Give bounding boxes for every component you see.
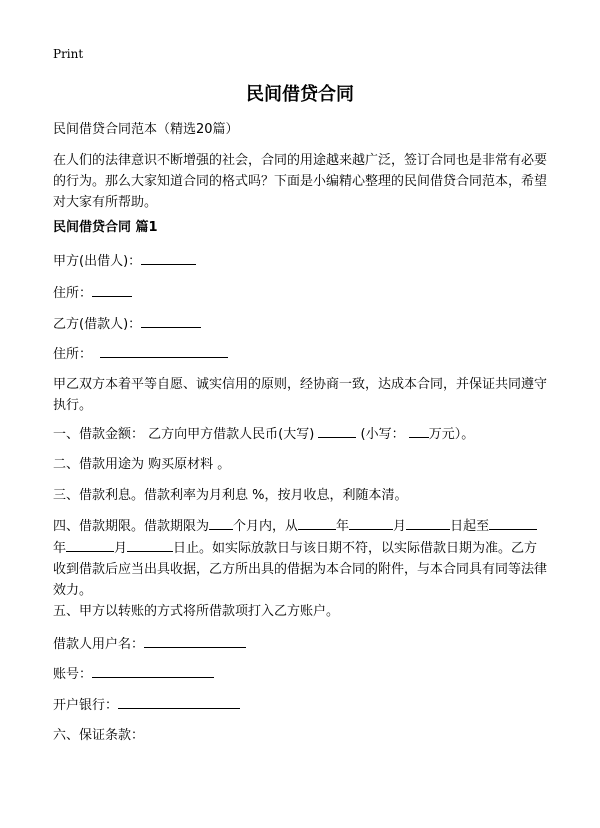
clause-1-suffix: 万元）。 [428, 427, 475, 442]
address-a-line [53, 282, 547, 304]
address-a-label: 住所： [53, 286, 93, 301]
party-b-label: 乙方(借款人)： [53, 317, 142, 332]
end-year-blank [489, 515, 537, 530]
clause-6: 六、保证条款： [53, 728, 145, 743]
account-name-label: 借款人用户名： [53, 637, 145, 652]
clause-3: 三、借款利息。借款利率为月利息 %，按月收息，利随本清。 [53, 488, 408, 503]
document-subtitle: 民间借贷合同范本（精选20篇） [53, 122, 239, 137]
account-number-line [53, 663, 547, 685]
clause-4-part-8: 日止。如实际放款日与该日期不符，以实际借款日期为准。乙方收到借款后应当出具收据，乙方所出具的借据为本合同的附件，与本合同具有同等法律效力。 [53, 541, 548, 598]
clause-4-part-5: 日起至 [450, 519, 490, 534]
address-b-blank [100, 343, 228, 358]
party-a-blank [141, 250, 196, 265]
section-title: 民间借贷合同 篇1 [53, 220, 158, 235]
address-a-blank [92, 282, 132, 297]
clause-4-part-4: 月 [393, 519, 407, 534]
clause-1-prefix: 一、借款金额： 乙方向甲方借款人民币(大写) [53, 427, 315, 442]
clause-4-part-3: 年 [336, 519, 350, 534]
clause-2: 二、借款用途为 购买原材料 。 [53, 457, 231, 472]
account-name-line [53, 633, 547, 655]
start-month-blank [349, 515, 393, 530]
clause-4 [53, 515, 547, 601]
clause-4-part-1: 四、借款期限。借款期限为 [53, 519, 210, 534]
clause-4-part-6: 年 [53, 541, 67, 556]
print-link[interactable]: Print [53, 47, 84, 61]
party-a-label: 甲方(出借人)： [53, 254, 142, 269]
preamble-paragraph: 甲乙双方本着平等自愿、诚实信用的原则，经协商一致，达成本合同，并保证共同遵守执行。 [53, 377, 548, 413]
account-number-label: 账号： [53, 667, 93, 682]
party-b-blank [141, 313, 201, 328]
clause-4-part-2: 个月内，从 [233, 519, 299, 534]
end-day-blank [127, 537, 173, 552]
end-month-blank [66, 537, 114, 552]
account-number-blank [92, 663, 214, 678]
clause-5: 五、甲方以转账的方式将所借款项打入乙方账户。 [53, 604, 340, 619]
term-months-blank [209, 515, 233, 530]
address-b-label: 住所： [53, 347, 93, 362]
intro-paragraph: 在人们的法律意识不断增强的社会，合同的用途越来越广泛，签订合同也是非常有必要的行为。那么大家知道合同的格式吗？下面是小编精心整理的民间借贷合同范本，希望对大家有所帮助。 [53, 153, 548, 210]
account-name-blank [144, 633, 246, 648]
bank-line [53, 694, 547, 716]
amount-upper-blank [318, 423, 356, 438]
address-b-line [53, 343, 547, 365]
clause-4-part-7: 月 [114, 541, 128, 556]
clause-1 [53, 423, 547, 445]
clause-1-middle: (小写： [356, 427, 405, 442]
start-year-blank [298, 515, 336, 530]
amount-lower-blank [409, 423, 429, 438]
party-a-line [53, 250, 547, 272]
bank-label: 开户银行： [53, 698, 119, 713]
document-title: 民间借贷合同 [246, 84, 354, 105]
party-b-line [53, 313, 547, 335]
start-day-blank [406, 515, 450, 530]
bank-blank [118, 694, 240, 709]
